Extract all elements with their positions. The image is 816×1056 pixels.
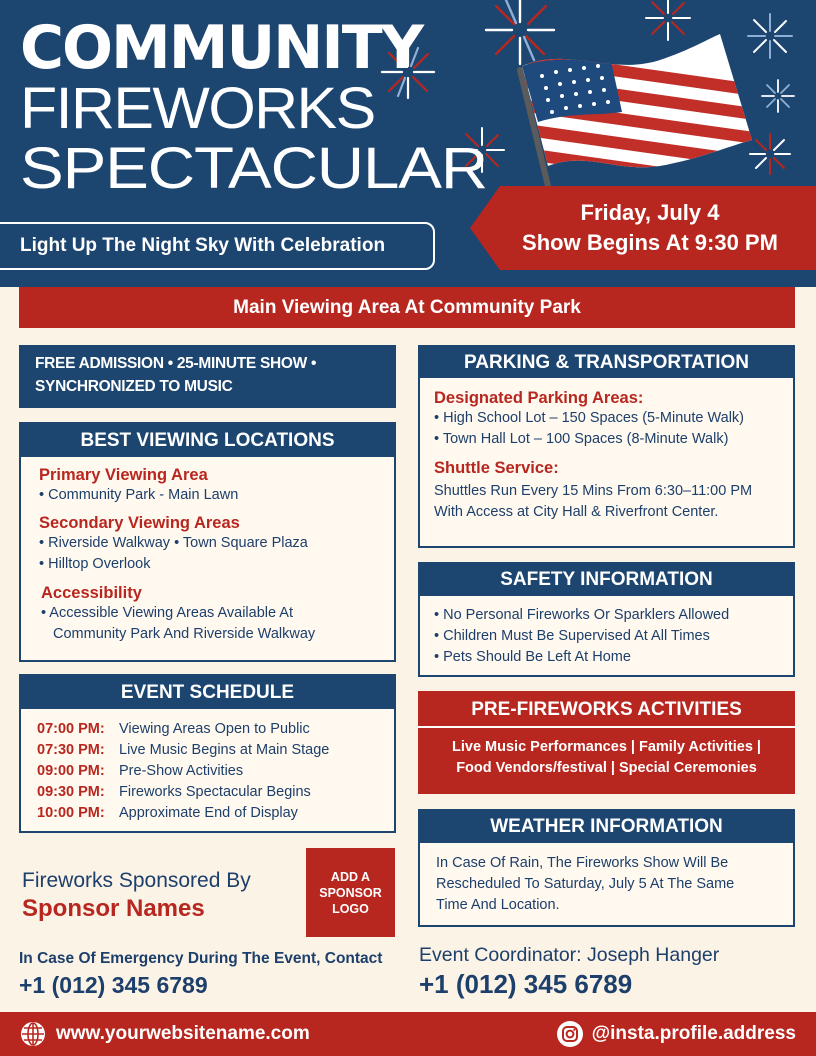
weather-line-1: In Case Of Rain, The Fireworks Show Will Be	[436, 855, 729, 871]
weather-box	[418, 809, 795, 927]
website-url: www.yourwebsitename.com	[56, 1023, 310, 1044]
globe-icon	[20, 1021, 46, 1047]
date-banner	[470, 186, 816, 270]
safety-item: • Pets Should Be Left At Home	[434, 649, 631, 665]
sponsor-label: Fireworks Sponsored By	[22, 869, 251, 892]
secondary-viewing-item: • Riverside Walkway • Town Square Plaza	[39, 535, 308, 551]
schedule-row	[37, 740, 378, 761]
emergency-contact	[19, 948, 382, 1000]
schedule-event: Pre-Show Activities	[119, 763, 244, 779]
schedule-time: 09:30 PM:	[37, 784, 105, 800]
weather-title: WEATHER INFORMATION	[420, 811, 793, 843]
shuttle-heading: Shuttle Service:	[434, 459, 559, 477]
highlights-line-2: SYNCHRONIZED TO MUSIC	[35, 378, 233, 395]
coordinator-phone[interactable]: +1 (012) 345 6789	[419, 969, 633, 999]
shuttle-line-2: With Access at City Hall & Riverfront Center.	[434, 504, 719, 520]
event-date: Friday, July 4	[580, 200, 720, 225]
sponsor-block	[22, 868, 251, 924]
tagline: Light Up The Night Sky With Celebration	[0, 222, 435, 270]
logo-line-3: LOGO	[332, 901, 369, 916]
schedule-row	[37, 803, 378, 824]
event-schedule-box	[19, 674, 396, 833]
schedule-row	[37, 719, 378, 740]
safety-item: • Children Must Be Supervised At All Times	[434, 628, 710, 644]
primary-viewing-heading: Primary Viewing Area	[39, 466, 208, 484]
highlights-line-1: FREE ADMISSION • 25-MINUTE SHOW •	[35, 355, 317, 372]
schedule-time: 10:00 PM:	[37, 805, 105, 821]
title-line-1: COMMUNITY	[20, 13, 423, 83]
parking-box	[418, 345, 795, 548]
viewing-locations-title: BEST VIEWING LOCATIONS	[21, 424, 394, 457]
viewing-locations-box	[19, 422, 396, 662]
accessibility-line-1: • Accessible Viewing Areas Available At	[41, 605, 294, 621]
secondary-viewing-heading: Secondary Viewing Areas	[39, 514, 240, 532]
highlights-box	[19, 345, 396, 408]
instagram-icon	[556, 1020, 584, 1048]
accessibility-heading: Accessibility	[41, 584, 142, 602]
weather-line-3: Time And Location.	[436, 897, 560, 913]
title-line-2: FIREWORKS	[20, 76, 375, 141]
schedule-row	[37, 761, 378, 782]
logo-line-1: ADD A	[330, 869, 371, 884]
instagram-link[interactable]	[556, 1012, 796, 1056]
parking-lot: • Town Hall Lot – 100 Spaces (8-Minute Walk)	[434, 431, 729, 447]
website-link[interactable]	[20, 1012, 310, 1056]
title-line-3: SPECTACULAR	[20, 136, 488, 201]
instagram-handle: @insta.profile.address	[591, 1023, 796, 1044]
accessibility-line-2: Community Park And Riverside Walkway	[53, 626, 316, 642]
shuttle-line-1: Shuttles Run Every 15 Mins From 6:30–11:00 PM	[434, 483, 753, 499]
secondary-viewing-item: • Hilltop Overlook	[39, 556, 151, 572]
event-schedule-title: EVENT SCHEDULE	[21, 676, 394, 709]
sponsor-names: Sponsor Names	[22, 895, 205, 922]
safety-item: • No Personal Fireworks Or Sparklers Allowed	[434, 607, 730, 623]
parking-heading: Designated Parking Areas:	[434, 389, 644, 407]
schedule-event: Approximate End of Display	[119, 805, 298, 821]
show-time: Show Begins At 9:30 PM	[522, 230, 778, 255]
american-flag	[510, 20, 770, 190]
sponsor-logo-placeholder	[306, 848, 395, 937]
schedule-event: Viewing Areas Open to Public	[119, 721, 310, 737]
parking-title: PARKING & TRANSPORTATION	[420, 347, 793, 378]
footer	[0, 1012, 816, 1056]
activities-title: PRE-FIREWORKS ACTIVITIES	[418, 691, 795, 728]
schedule-time: 09:00 PM:	[37, 763, 105, 779]
activities-box	[418, 691, 795, 794]
header	[0, 0, 816, 287]
schedule-event: Live Music Begins at Main Stage	[119, 742, 330, 758]
schedule-time: 07:30 PM:	[37, 742, 105, 758]
schedule-time: 07:00 PM:	[37, 721, 105, 737]
weather-line-2: Rescheduled To Saturday, July 5 At The Same	[436, 876, 735, 892]
event-title	[20, 13, 488, 201]
safety-box	[418, 562, 795, 677]
activities-line-1: Live Music Performances | Family Activities |	[452, 739, 761, 755]
safety-title: SAFETY INFORMATION	[420, 564, 793, 596]
coordinator-label: Event Coordinator: Joseph Hanger	[419, 944, 720, 966]
activities-line-2: Food Vendors/festival | Special Ceremonies	[456, 760, 757, 776]
venue-banner: Main Viewing Area At Community Park	[19, 287, 795, 328]
schedule-row	[37, 782, 378, 803]
parking-lot: • High School Lot – 150 Spaces (5-Minute Walk)	[434, 410, 744, 426]
coordinator-contact	[419, 942, 719, 1000]
emergency-phone[interactable]: +1 (012) 345 6789	[19, 972, 208, 998]
logo-line-2: SPONSOR	[319, 885, 382, 900]
emergency-label: In Case Of Emergency During The Event, Contact	[19, 950, 383, 967]
primary-viewing-item: • Community Park - Main Lawn	[39, 487, 239, 503]
schedule-event: Fireworks Spectacular Begins	[119, 784, 311, 800]
